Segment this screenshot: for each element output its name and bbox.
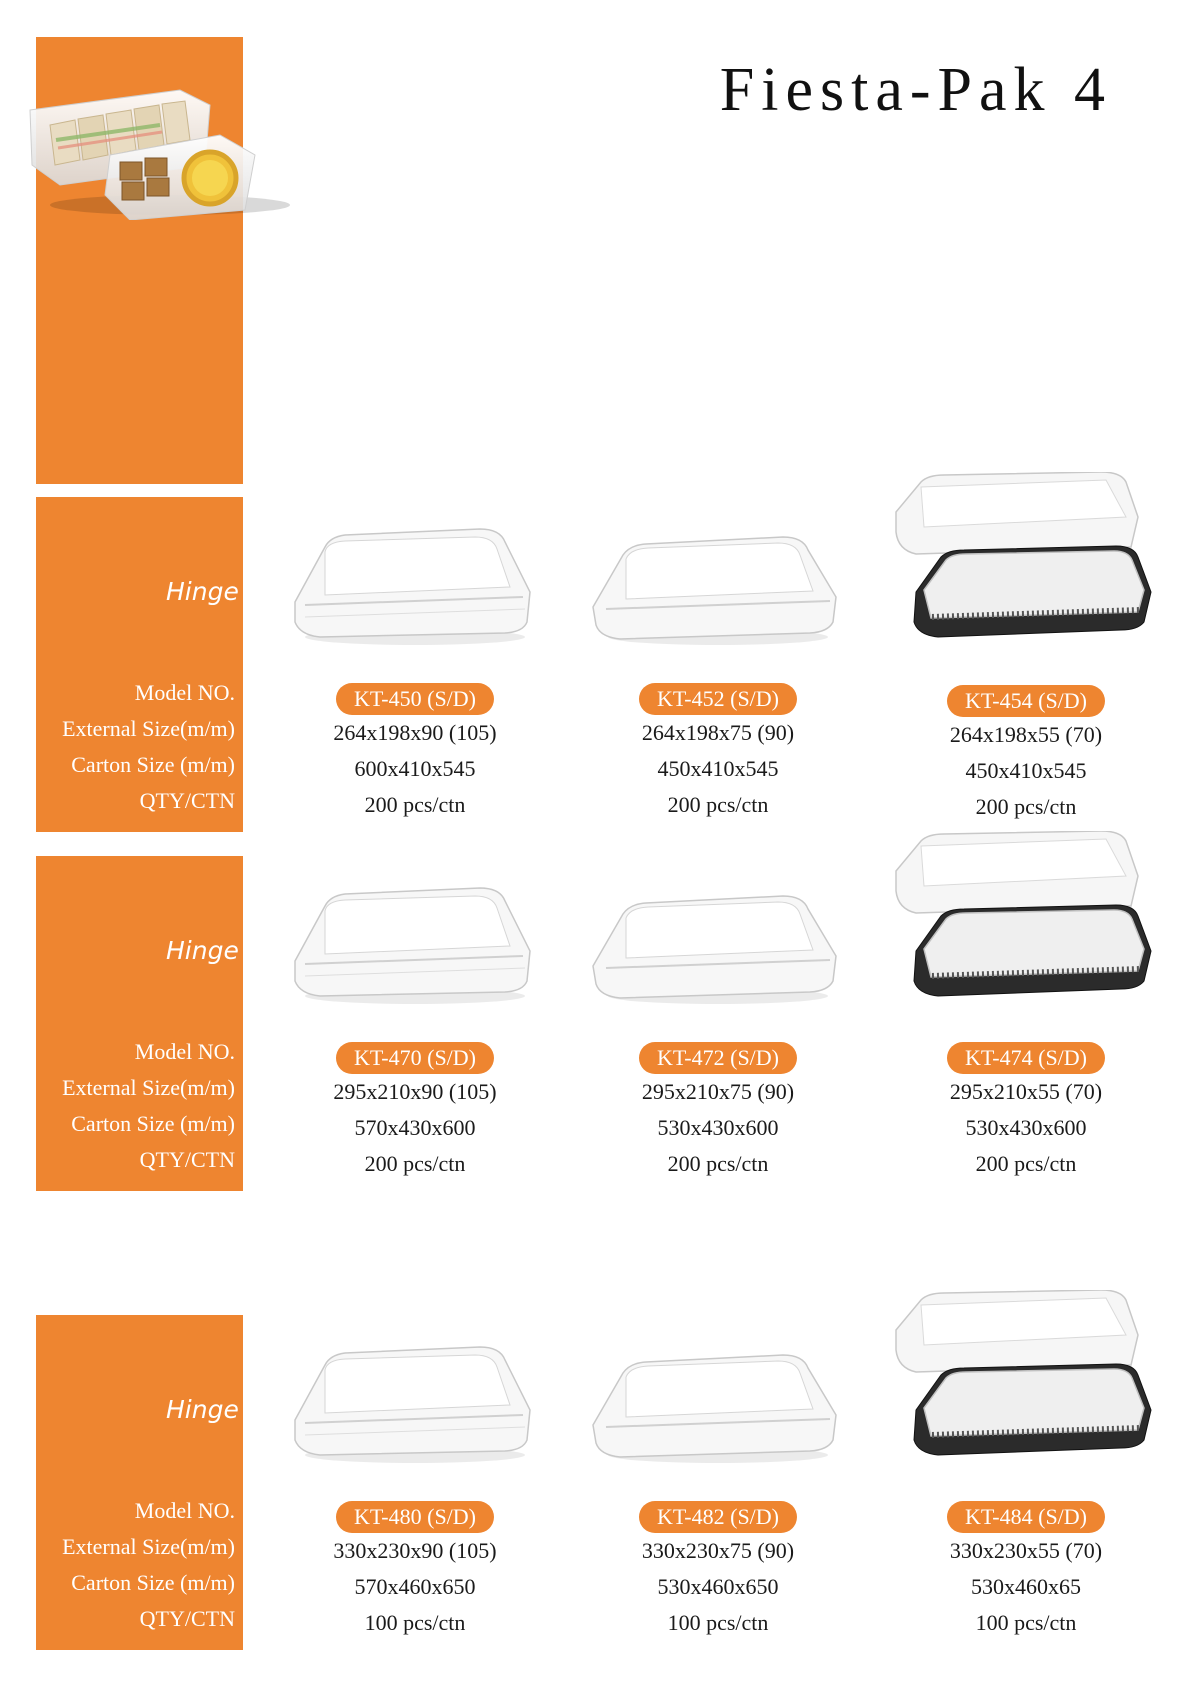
qty-value: 200 pcs/ctn bbox=[975, 1151, 1077, 1176]
black-base-container-image bbox=[876, 472, 1176, 642]
carton-size-value: 530x430x600 bbox=[965, 1115, 1087, 1140]
carton-size-value: 450x410x545 bbox=[965, 758, 1087, 783]
qty-value: 200 pcs/ctn bbox=[667, 792, 769, 817]
product-card bbox=[265, 856, 565, 1191]
carton-size-value: 530x430x600 bbox=[657, 1115, 779, 1140]
category-label: Hinge bbox=[166, 1395, 239, 1424]
product-card bbox=[265, 497, 565, 832]
carton-size-value: 570x430x600 bbox=[354, 1115, 476, 1140]
external-size-value: 295x210x75 (90) bbox=[641, 1079, 795, 1104]
product-section-3 bbox=[0, 1315, 1192, 1650]
model-badge: KT-450 (S/D) bbox=[336, 683, 494, 715]
product-specs bbox=[265, 1533, 565, 1641]
hero-food-container-image bbox=[20, 70, 300, 220]
spec-label-panel bbox=[36, 856, 243, 1191]
clear-hinge-container-image bbox=[568, 876, 868, 1016]
external-size-value: 330x230x75 (90) bbox=[641, 1538, 795, 1563]
product-card bbox=[265, 1315, 565, 1650]
qty-value: 200 pcs/ctn bbox=[364, 1151, 466, 1176]
page-title: Fiesta-Pak 4 bbox=[719, 56, 1112, 124]
external-size-value: 330x230x55 (70) bbox=[949, 1538, 1103, 1563]
clear-hinge-container-image bbox=[568, 517, 868, 657]
model-label: Model NO. bbox=[134, 1039, 235, 1064]
category-label: Hinge bbox=[166, 936, 239, 965]
carton-size-label: Carton Size (m/m) bbox=[71, 1570, 235, 1595]
product-card bbox=[876, 856, 1176, 1191]
product-specs bbox=[568, 1074, 868, 1182]
external-size-label: External Size(m/m) bbox=[62, 1075, 235, 1100]
qty-value: 100 pcs/ctn bbox=[364, 1610, 466, 1635]
external-size-label: External Size(m/m) bbox=[62, 716, 235, 741]
qty-label: QTY/CTN bbox=[139, 788, 235, 813]
model-badge: KT-452 (S/D) bbox=[639, 683, 797, 715]
model-badge: KT-454 (S/D) bbox=[947, 685, 1105, 717]
product-section-2 bbox=[0, 856, 1192, 1191]
carton-size-value: 530x460x65 bbox=[971, 1574, 1081, 1599]
product-specs bbox=[568, 1533, 868, 1641]
carton-size-label: Carton Size (m/m) bbox=[71, 1111, 235, 1136]
qty-value: 200 pcs/ctn bbox=[975, 794, 1077, 819]
clear-hinge-container-image bbox=[265, 876, 565, 1016]
carton-size-value: 570x460x650 bbox=[354, 1574, 476, 1599]
model-badge: KT-474 (S/D) bbox=[947, 1042, 1105, 1074]
model-badge: KT-482 (S/D) bbox=[639, 1501, 797, 1533]
clear-hinge-container-image bbox=[568, 1335, 868, 1475]
spec-label-panel bbox=[36, 1315, 243, 1650]
black-base-container-image bbox=[876, 1290, 1176, 1460]
spec-labels bbox=[62, 675, 235, 819]
external-size-value: 264x198x55 (70) bbox=[949, 722, 1103, 747]
qty-label: QTY/CTN bbox=[139, 1147, 235, 1172]
carton-size-value: 530x460x650 bbox=[657, 1574, 779, 1599]
product-section-1 bbox=[0, 497, 1192, 832]
qty-value: 200 pcs/ctn bbox=[667, 1151, 769, 1176]
product-card bbox=[568, 1315, 868, 1650]
carton-size-label: Carton Size (m/m) bbox=[71, 752, 235, 777]
clear-hinge-container-image bbox=[265, 517, 565, 657]
qty-label: QTY/CTN bbox=[139, 1606, 235, 1631]
spec-labels bbox=[62, 1034, 235, 1178]
black-base-container-image bbox=[876, 831, 1176, 1001]
spec-label-panel bbox=[36, 497, 243, 832]
qty-value: 100 pcs/ctn bbox=[975, 1610, 1077, 1635]
product-card bbox=[876, 497, 1176, 832]
product-specs bbox=[265, 1074, 565, 1182]
model-label: Model NO. bbox=[134, 1498, 235, 1523]
model-label: Model NO. bbox=[134, 680, 235, 705]
product-specs bbox=[876, 717, 1176, 825]
external-size-value: 295x210x55 (70) bbox=[949, 1079, 1103, 1104]
product-card bbox=[568, 497, 868, 832]
model-badge: KT-472 (S/D) bbox=[639, 1042, 797, 1074]
product-card bbox=[568, 856, 868, 1191]
qty-value: 100 pcs/ctn bbox=[667, 1610, 769, 1635]
spec-labels bbox=[62, 1493, 235, 1637]
external-size-value: 264x198x75 (90) bbox=[641, 720, 795, 745]
model-badge: KT-480 (S/D) bbox=[336, 1501, 494, 1533]
external-size-value: 264x198x90 (105) bbox=[333, 720, 497, 745]
product-specs bbox=[876, 1533, 1176, 1641]
model-badge: KT-470 (S/D) bbox=[336, 1042, 494, 1074]
product-specs bbox=[265, 715, 565, 823]
category-label: Hinge bbox=[166, 577, 239, 606]
clear-hinge-container-image bbox=[265, 1335, 565, 1475]
carton-size-value: 600x410x545 bbox=[354, 756, 476, 781]
carton-size-value: 450x410x545 bbox=[657, 756, 779, 781]
model-badge: KT-484 (S/D) bbox=[947, 1501, 1105, 1533]
external-size-value: 295x210x90 (105) bbox=[333, 1079, 497, 1104]
product-specs bbox=[568, 715, 868, 823]
product-card bbox=[876, 1315, 1176, 1650]
qty-value: 200 pcs/ctn bbox=[364, 792, 466, 817]
external-size-label: External Size(m/m) bbox=[62, 1534, 235, 1559]
external-size-value: 330x230x90 (105) bbox=[333, 1538, 497, 1563]
product-specs bbox=[876, 1074, 1176, 1182]
